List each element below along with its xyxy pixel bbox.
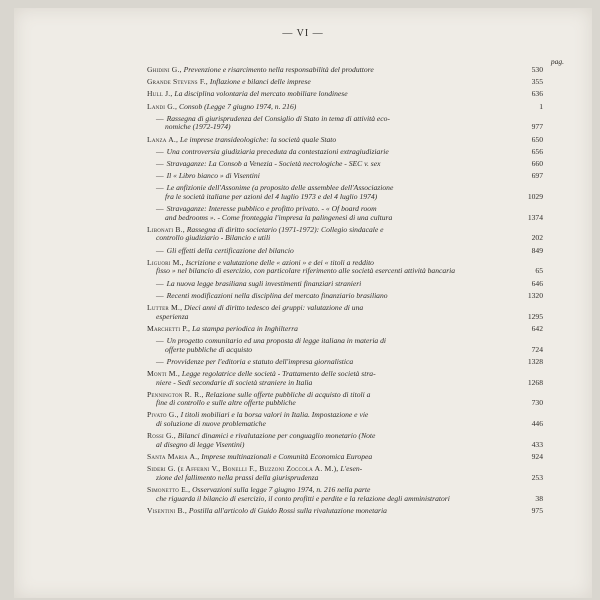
entry-author: Marchetti P., [147,323,191,333]
entry-title: Bilanci dinamici e rivalutazione per conguaglio monetario (Note [177,431,376,441]
entry-page-number: 202 [531,233,543,243]
entry-title: Provvidenze per l'editoria e statuto dell'impresa giornalistica [166,356,354,366]
index-entry [147,505,543,516]
entry-title: Rassegna di diritto societario (1971-1972): Collegio sindacale e [186,224,384,234]
index-entry [147,368,543,387]
index-entries [147,65,543,519]
index-entry [147,389,543,408]
entry-page-number: 1268 [527,377,543,387]
entry-page-number: 650 [531,134,543,144]
entry-title: I titoli mobiliari e la borsa valori in Italia. Impostazione e vie [180,410,369,420]
entry-title-continuation: esperienza [156,311,189,321]
book-page [14,8,592,598]
entry-title-continuation: al disegno di legge Visentini) [156,439,245,449]
entry-title-continuation: zione del fallimento nella prassi della giurisprudenza [156,472,319,482]
index-entry [147,113,543,132]
entry-dash: — [156,204,164,214]
entry-title: Una controversia giudiziaria preceduta da contestazioni extragiudiziarie [166,146,389,156]
entry-dash: — [156,278,164,288]
entry-page-number: 530 [531,65,543,74]
index-entry [147,146,543,157]
entry-author: Grande Stevens F., [147,77,208,87]
entry-title: L'esen- [340,464,363,474]
index-entry [147,204,543,222]
index-entry [147,171,543,181]
entry-author: Landi G., [147,101,178,111]
entry-title-continuation: fisso » nel bilancio di esercizio, con particolare riferimento alle società esercenti attività bancaria [156,266,456,276]
entry-title-continuation: nomiche (1972-1974) [165,122,231,132]
index-entry [147,323,543,334]
index-entry [147,257,543,276]
pag-column-label: pag. [550,57,564,66]
entry-page-number: 433 [531,439,543,449]
index-entry [147,356,543,367]
entry-title-continuation: fine di controllo e sulle altre offerte pubbliche [156,398,296,408]
entry-page-number: 646 [531,278,543,288]
entry-title: Inflazione e bilanci delle imprese [209,77,311,87]
entry-title: Consob (Legge 7 giugno 1974, n. 216) [179,101,297,111]
entry-page-number: 355 [531,77,543,87]
entry-page-number: 849 [531,245,543,255]
entry-page-number: 636 [531,89,543,99]
entry-page-number: 975 [531,505,543,515]
entry-dash: — [156,245,164,255]
entry-page-number: 446 [531,419,543,429]
entry-title-continuation: and bedrooms ». - Come fronteggia l'impresa la palingenesi di una cultura [165,212,393,222]
index-entry [147,410,543,429]
entry-title-continuation: controllo giudiziario - Bilancio e utili [156,233,271,243]
entry-page-number: 1295 [527,311,543,321]
index-entry [147,245,543,256]
entry-page-number: 1029 [527,191,543,201]
index-entry [147,77,543,87]
index-entry [147,158,543,169]
index-entry [147,302,543,321]
entry-title: Stravaganze: Interesse pubblico e profitto privato. - « Of board room [166,204,377,214]
entry-title: Stravaganze: La Consob a Venezia - Società necrologiche - SEC v. sex [166,158,381,168]
index-entry [147,134,543,145]
entry-author: Pivato G., [147,410,179,420]
entry-title: Legge regolatrice delle società - Trattamento delle società stra- [181,368,376,378]
index-entry [147,452,543,462]
entry-title: La stampa periodica in Inghilterra [192,323,298,333]
index-entry [147,224,543,243]
entry-author: Sideri G. (e Afferni V., Bonelli F., Buzzoni Zoccola A. M.), [147,464,339,474]
entry-dash: — [156,335,164,345]
entry-author: Hull J., [147,89,173,99]
index-entry [147,101,543,112]
index-entry [147,335,543,354]
index-entry [147,464,543,482]
index-entry [147,89,543,99]
index-entry [147,183,543,201]
entry-page-number: 1 [539,101,543,111]
entry-page-number: 660 [531,158,543,168]
entry-title: La nuova legge brasiliana sugli investimenti finanziari stranieri [166,278,362,288]
index-entry [147,431,543,449]
entry-title: La disciplina volontaria del mercato mobiliare londinese [174,89,348,99]
entry-author: Lanza A., [147,134,179,144]
index-entry [147,485,543,503]
entry-page-number: 1374 [527,212,543,222]
entry-title-continuation: fra le società italiane per azioni del 4 luglio 1973 e del 4 luglio 1974) [165,191,378,201]
entry-author: Visentini B., [147,505,187,515]
entry-page-number: 1328 [527,356,543,366]
entry-dash: — [156,171,164,181]
entry-page-number: 977 [531,122,543,132]
entry-author: Pennington R. R., [147,389,204,399]
entry-title: Postilla all'articolo di Guido Rossi sulla rivalutazione monetaria [188,505,387,515]
index-entry [147,290,543,301]
index-entry [147,278,543,289]
entry-title-continuation: niere - Sedi secondarie di società straniere in Italia [156,377,313,387]
entry-author: Liguori M., [147,257,184,267]
entry-title-continuation: che riguarda il bilancio di esercizio, il conto profitti e perdite e la relazione degli amministratori [156,493,450,503]
entry-title: Il « Libro bianco » di Visentini [166,171,260,181]
entry-page-number: 724 [531,344,543,354]
entry-dash: — [156,356,164,366]
entry-title: Prevenzione e risarcimento nella responsabilità del produttore [183,65,374,74]
entry-page-number: 697 [531,171,543,181]
entry-dash: — [156,158,164,168]
entry-page-number: 253 [531,472,543,482]
entry-dash: — [156,146,164,156]
page-folio: — VI — [282,28,324,39]
entry-author: Ghidini G., [147,65,182,74]
entry-title: Osservazioni sulla legge 7 giugno 1974, n. 216 nella parte [192,485,371,494]
entry-page-number: 65 [535,266,543,276]
entry-dash: — [156,113,164,123]
entry-dash: — [156,290,164,300]
index-entry [147,65,543,75]
entry-title: Le imprese transideologiche: la società quale Stato [180,134,337,144]
entry-title: Le anfizionie dell'Assonime (a proposito delle assemblee dell'Associazione [166,183,394,193]
entry-author: Rossi G., [147,431,176,441]
entry-title: Recenti modificazioni nella disciplina del mercato finanziario brasiliano [166,290,388,300]
entry-title: Rassegna di giurisprudenza del Consiglio di Stato in tema di attività eco- [166,113,390,123]
entry-page-number: 642 [531,323,543,333]
entry-author: Monti M., [147,368,180,378]
entry-title: Relazione sulle offerte pubbliche di acquisto di titoli a [205,389,371,399]
entry-author: Santa Maria A., [147,452,200,462]
entry-title: Iscrizione e valutazione delle « azioni » e dei « titoli a reddito [185,257,374,267]
entry-author: Lutter M., [147,302,183,312]
entry-author: Simonetto E., [147,485,191,494]
entry-title: Gli effetti della certificazione del bilancio [166,245,294,255]
entry-page-number: 924 [531,452,543,462]
entry-page-number: 1320 [527,290,543,300]
entry-title-continuation: offerte pubbliche di acquisto [165,344,253,354]
entry-author: Libonati B., [147,224,185,234]
entry-page-number: 730 [531,398,543,408]
entry-title: Dieci anni di diritto tedesco dei gruppi: valutazione di una [184,302,364,312]
entry-dash: — [156,183,164,193]
entry-page-number: 38 [535,493,543,503]
entry-title: Un progetto comunitario ed una proposta di legge italiana in materia di [166,335,387,345]
entry-title-continuation: di soluzione di nuove problematiche [156,419,266,429]
entry-title: Imprese multinazionali e Comunità Economica Europea [201,452,373,462]
entry-page-number: 656 [531,146,543,156]
